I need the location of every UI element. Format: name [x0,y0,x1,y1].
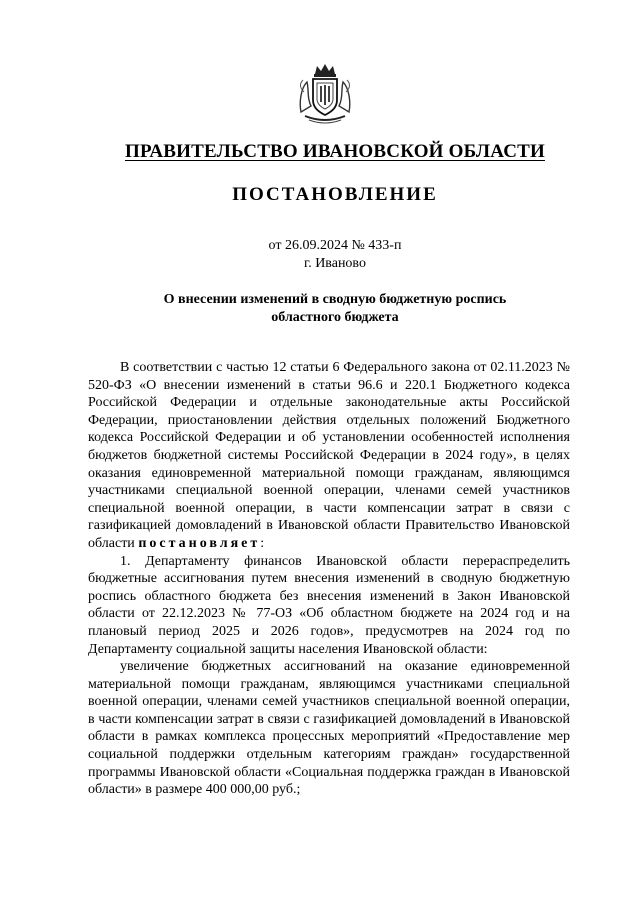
preamble-colon: : [260,535,265,551]
organization-title: ПРАВИТЕЛЬСТВО ИВАНОВСКОЙ ОБЛАСТИ [125,141,545,162]
coat-of-arms-icon [295,62,355,126]
coat-of-arms-emblem [295,62,355,126]
document-body [88,359,570,799]
item-1-paragraph: 1. Департаменту финансов Ивановской области перераспределить бюджетные ассигнования путем внесения изменений в сводную бюджетную роспись областного бюджета без внесения изменений в Закон Ивановской области от 22.12.2023 № 77-ОЗ «Об областном бюджете на 2024 год и на плановый период 2025 и 2026 годов», предусмотрев на 2024 год по Департаменту социальной защиты населения Ивановской области: [88,553,570,657]
preamble-text: В соответствии с частью 12 статьи 6 Федерального закона от 02.11.2023 № 520-ФЗ «О внесении изменений в статьи 96.6 и 220.1 Бюджетного кодекса Российской Федерации и отдельные законодательные акты Российской Федерации, приостановлении действия отдельных положений Бюджетного кодекса Российской Федерации и об установлении особенностей исполнения бюджетов бюджетной системы Российской Федерации в 2024 году», в целях оказания единовременной материальной помощи гражданам, являющимся участниками специальной военной операции, членами семей участников специальной военной операции, в части компенсации затрат в связи с газификацией домовладений в Ивановской области Правительство Ивановской области [88,360,570,551]
subject-line-1: О внесении изменений в сводную бюджетную роспись [163,292,507,307]
document-type-heading: ПОСТАНОВЛЕНИЕ [232,184,438,205]
subject-line-2: областного бюджета [271,310,399,325]
item-1-detail-paragraph: увеличение бюджетных ассигнований на оказание единовременной материальной помощи гражданам, являющимся участниками специальной военной операции, членами семей участников специальной военной операции, в части компенсации затрат в связи с газификацией домовладений в Ивановской области в рамках комплекса процессных мероприятий «Предоставление мер социальной поддержки отдельным категориям граждан» государственной программы Ивановской области «Социальная поддержка граждан в Ивановской области» в размере 400 000,00 руб.; [88,659,570,798]
document-subject [0,291,640,327]
decree-keyword: постановляет [138,535,261,551]
document-date-number: от 26.09.2024 № 433-п [268,238,402,253]
document-city: г. Иваново [304,256,366,271]
preamble-paragraph [88,359,570,553]
